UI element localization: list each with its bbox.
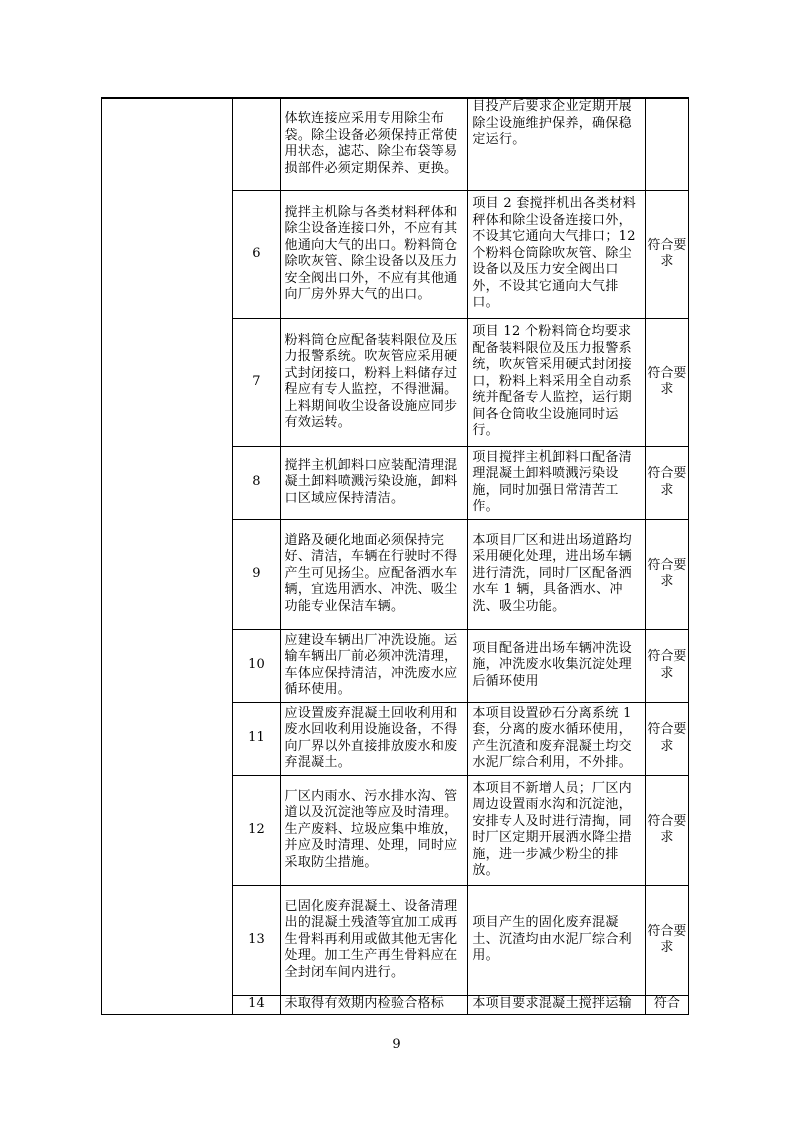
requirement-cell: 搅拌主机除与各类材料秤体和除尘设备连接口外，不应有其他通向大气的出口。粉料筒仓除吹灰管、除尘设备以及压力安全阀出口外，不应有其他通向厂房外界大气的出口。	[280, 190, 468, 318]
requirement-cell: 粉料筒仓应配备装料限位及压力报警系统。吹灰管应采用硬式封闭接口，粉料上料储存过程应有专人监控，不得泄漏。上料期间收尘设备设施应同步有效运转。	[280, 318, 468, 446]
result-cell: 符合要求	[645, 629, 688, 702]
result-cell: 符合要求	[645, 702, 688, 775]
implementation-cell: 项目 2 套搅拌机出各类材料秤体和除尘设备连接口外，不设其它通向大气排口；12个粉料仓筒除吹灰管、除尘设备以及压力安全阀出口外，不设其它通向大气排口。	[468, 190, 646, 318]
result-cell: 符合要求	[645, 519, 688, 629]
result-cell: 符合要求	[645, 885, 688, 995]
requirement-cell: 未取得有效期内检验合格标	[280, 995, 468, 1014]
result-cell: 符合要求	[645, 775, 688, 885]
result-cell: 符合要求	[645, 318, 688, 446]
result-cell: 符合要求	[645, 190, 688, 318]
row-number: 9	[233, 519, 280, 629]
row-number: 7	[233, 318, 280, 446]
implementation-cell: 项目 12 个粉料筒仓均要求配备装料限位及压力报警系统，吹灰管采用硬式封闭接口，粉料上料采用全自动系统并配备专人监控，运行期间各仓筒收尘设施同时运行。	[468, 318, 646, 446]
requirement-cell: 体软连接应采用专用除尘布袋。除尘设备必须保持正常使用状态，滤芯、除尘布袋等易损部件必须定期保养、更换。	[280, 98, 468, 190]
implementation-cell: 目投产后要求企业定期开展除尘设施维护保养，确保稳定运行。	[468, 98, 646, 190]
row-number: 12	[233, 775, 280, 885]
outer-category-cell	[102, 98, 233, 1014]
implementation-cell: 项目配备进出场车辆冲洗设施，冲洗废水收集沉淀处理后循环使用	[468, 629, 646, 702]
implementation-cell: 项目产生的固化废弃混凝土、沉渣均由水泥厂综合利用。	[468, 885, 646, 995]
implementation-cell: 项目搅拌主机卸料口配备清理混凝土卸料喷溅污染设施，同时加强日常清苦工作。	[468, 446, 646, 519]
implementation-cell: 本项目设置砂石分离系统 1 套，分离的废水循环使用，产生沉渣和废弃混凝土均交水泥厂综合利用，不外排。	[468, 702, 646, 775]
result-cell: 符合要求	[645, 446, 688, 519]
row-number: 10	[233, 629, 280, 702]
row-number: 6	[233, 190, 280, 318]
table-row	[102, 98, 689, 190]
requirement-cell: 厂区内雨水、污水排水沟、管道以及沉淀池等应及时清理。生产废料、垃圾应集中堆放，并应及时清理、处理，同时应采取防尘措施。	[280, 775, 468, 885]
requirement-cell: 应设置废弃混凝土回收利用和废水回收利用设施设备，不得向厂界以外直接排放废水和废弃混凝土。	[280, 702, 468, 775]
row-number: 8	[233, 446, 280, 519]
implementation-cell: 本项目厂区和进出场道路均采用硬化处理，进出场车辆进行清洗，同时厂区配备洒水车 1 辆，具备洒水、冲洗、吸尘功能。	[468, 519, 646, 629]
row-number: 13	[233, 885, 280, 995]
compliance-table	[101, 97, 689, 1015]
requirement-cell: 道路及硬化地面必须保持完好、清洁，车辆在行驶时不得产生可见扬尘。应配备洒水车辆，宜选用洒水、冲洗、吸尘功能专业保洁车辆。	[280, 519, 468, 629]
row-number: 11	[233, 702, 280, 775]
page-number: 9	[392, 1037, 401, 1052]
result-cell: 符合	[645, 995, 688, 1014]
row-number: 14	[233, 995, 280, 1014]
requirement-cell: 应建设车辆出厂冲洗设施。运输车辆出厂前必须冲洗清理，车体应保持清洁，冲洗废水应循环使用。	[280, 629, 468, 702]
implementation-cell: 本项目不新增人员；厂区内周边设置雨水沟和沉淀池，安排专人及时进行清掏，同时厂区定期开展洒水降尘措施，进一步减少粉尘的排放。	[468, 775, 646, 885]
requirement-cell: 搅拌主机卸料口应装配清理混凝土卸料喷溅污染设施，卸料口区域应保持清洁。	[280, 446, 468, 519]
requirement-cell: 已固化废弃混凝土、设备清理出的混凝土残渣等宜加工成再生骨料再利用或做其他无害化处理。加工生产再生骨料应在全封闭车间内进行。	[280, 885, 468, 995]
row-number	[233, 98, 280, 190]
result-cell	[645, 98, 688, 190]
implementation-cell: 本项目要求混凝土搅拌运输	[468, 995, 646, 1014]
